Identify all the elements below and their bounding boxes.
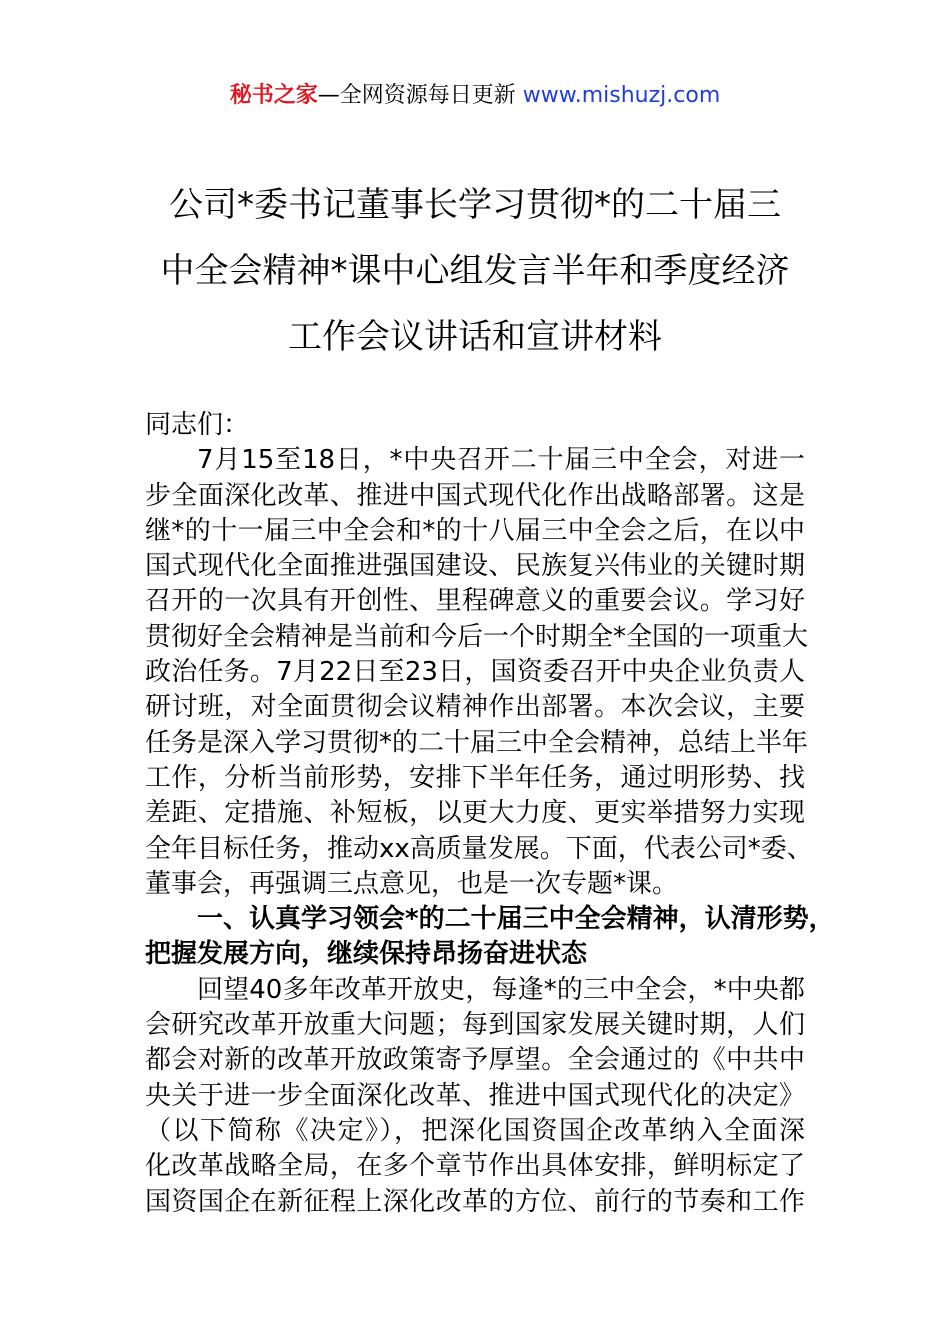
- site-url-link[interactable]: www.mishuzj.com: [522, 83, 721, 108]
- paragraph-line: （以下简称《决定》），把深化国资国企改革纳入全面深: [145, 1115, 805, 1146]
- section-heading-line: 一、认真学习领会*的二十届三中全会精神，认清形势，: [197, 904, 835, 935]
- paragraph-line: 继*的十一届三中全会和*的十八届三中全会之后，在以中: [145, 515, 805, 546]
- title-line: 公司*委书记董事长学习贯彻*的二十届三: [169, 185, 781, 225]
- paragraph-line: 7月15至18日，*中央召开二十届三中全会，对进一: [197, 445, 805, 476]
- paragraph-line: 工作，分析当前形势，安排下半年任务，通过明形势、找: [145, 762, 805, 793]
- document-title: [120, 172, 830, 370]
- paragraph-line: 回望40多年改革开放史，每逢*的三中全会，*中央都: [197, 974, 805, 1005]
- title-line: 工作会议讲话和宣讲材料: [288, 317, 662, 357]
- paragraph-line: 国资国企在新征程上深化改革的方位、前行的节奏和工作: [145, 1186, 805, 1217]
- paragraph-line: 研讨班，对全面贯彻会议精神作出部署。本次会议，主要: [145, 692, 805, 723]
- document-body: [145, 408, 835, 1220]
- paragraph-line: 化改革战略全局，在多个章节作出具体安排，鲜明标定了: [145, 1151, 805, 1182]
- paragraph-line: 召开的一次具有开创性、里程碑意义的重要会议。学习好: [145, 586, 805, 617]
- site-header: [0, 80, 950, 112]
- site-tagline: —全网资源每日更新: [317, 83, 516, 108]
- paragraph-line: 都会对新的改革开放政策寄予厚望。全会通过的《中共中: [145, 1045, 805, 1076]
- paragraph-line: 全年目标任务，推动xx高质量发展。下面，代表公司*委、: [145, 833, 813, 864]
- section-heading-line: 把握发展方向，继续保持昂扬奋进状态: [145, 939, 588, 970]
- title-line: 中全会精神*课中心组发言半年和季度经济: [160, 251, 790, 291]
- site-brand[interactable]: 秘书之家: [229, 83, 318, 108]
- salutation: 同志们：: [145, 410, 250, 440]
- paragraph-line: 董事会，再强调三点意见，也是一次专题*课。: [145, 868, 679, 899]
- paragraph-line: 国式现代化全面推进强国建设、民族复兴伟业的关键时期: [145, 551, 805, 582]
- paragraph-line: 任务是深入学习贯彻*的二十届三中全会精神，总结上半年: [145, 727, 809, 758]
- paragraph-line: 政治任务。7月22日至23日，国资委召开中央企业负责人: [145, 657, 805, 688]
- paragraph-line: 差距、定措施、补短板，以更大力度、更实举措努力实现: [145, 798, 805, 829]
- paragraph-line: 会研究改革开放重大问题；每到国家发展关键时期，人们: [145, 1010, 805, 1041]
- paragraph-line: 央关于进一步全面深化改革、推进中国式现代化的决定》: [145, 1080, 805, 1111]
- paragraph-line: 贯彻好全会精神是当前和今后一个时期全*全国的一项重大: [145, 621, 809, 652]
- paragraph-line: 步全面深化改革、推进中国式现代化作出战略部署。这是: [145, 480, 805, 511]
